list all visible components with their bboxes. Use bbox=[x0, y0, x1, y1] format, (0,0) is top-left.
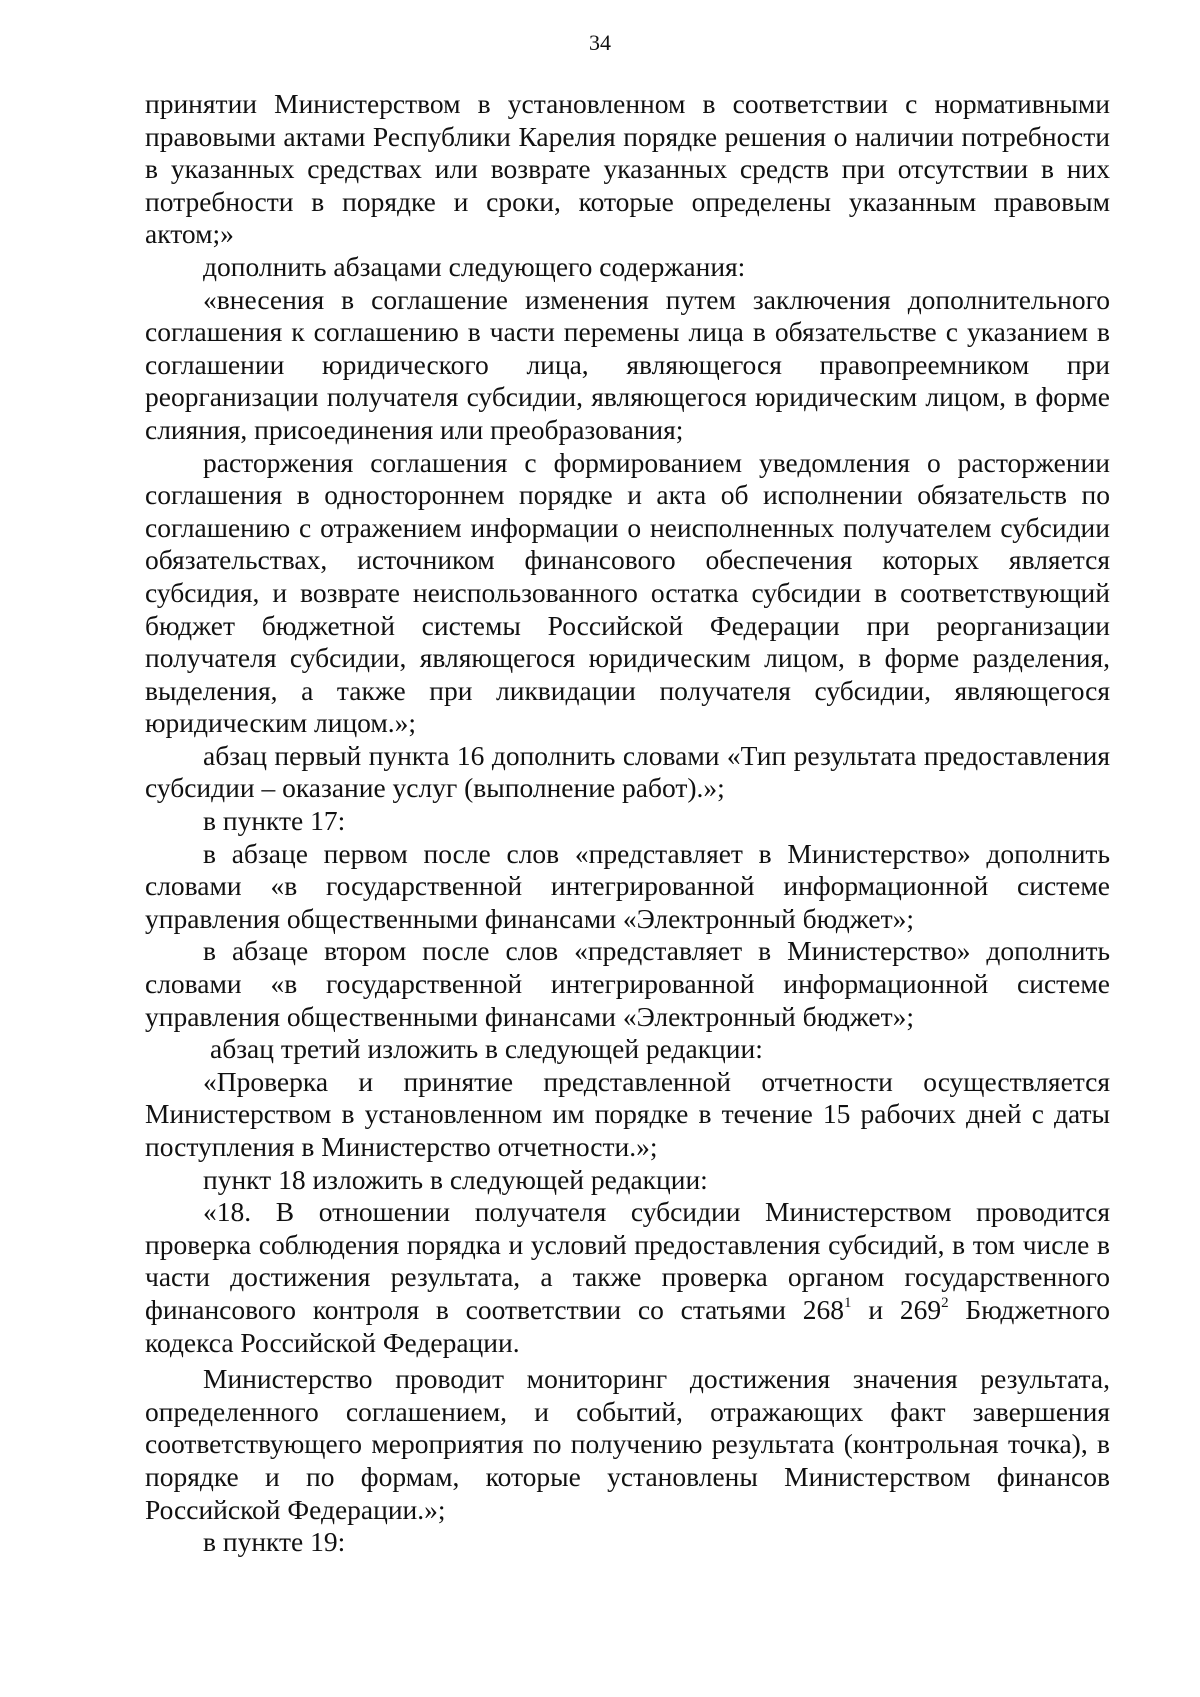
paragraph-agreement-change: «внесения в соглашение изменения путем заключения дополнительного соглашения к соглашению в части перемены лица в обязательстве с указанием в соглашении юридического лица, являющегося правопреемником при реорганизации получателя субсидии, являющегося юридическим лицом, в форме слияния, присоединения или преобразования; bbox=[145, 283, 1110, 445]
point-18-part-2: и 269 bbox=[851, 1293, 942, 1325]
page-number: 34 bbox=[589, 30, 611, 55]
paragraph-point-18-heading: пункт 18 изложить в следующей редакции: bbox=[203, 1163, 708, 1195]
paragraph-point-18-text bbox=[145, 1196, 1110, 1359]
article-superscript-2: 2 bbox=[941, 1294, 949, 1311]
point-18-part-1: «18. В отношении получателя субсидии Министерством проводится проверка соблюдения порядка и условий предоставления субсидий, в том числе в части достижения результата, а также проверка органом государственного финансового контроля в соответствии со статьями 268 bbox=[145, 1196, 1110, 1325]
document-body bbox=[145, 88, 1110, 1559]
paragraph-point-16: абзац первый пункта 16 дополнить словами «Тип результата предоставления субсидии – оказание услуг (выполнение работ).»; bbox=[145, 739, 1110, 804]
paragraph-point-19-heading: в пункте 19: bbox=[203, 1526, 346, 1558]
paragraph-point-17-first: в абзаце первом после слов «представляет в Министерство» дополнить словами «в государственной интегрированной информационной системе управления общественными финансами «Электронный бюджет»; bbox=[145, 837, 1110, 934]
paragraph-report-check: «Проверка и принятие представленной отчетности осуществляется Министерством в установленном им порядке в течение 15 рабочих дней с даты поступления в Министерство отчетности.»; bbox=[145, 1065, 1110, 1162]
paragraph-point-17-second: в абзаце втором после слов «представляет в Министерство» дополнить словами «в государственной интегрированной информационной системе управления общественными финансами «Электронный бюджет»; bbox=[145, 935, 1110, 1032]
paragraph-amend-intro: дополнить абзацами следующего содержания: bbox=[203, 250, 746, 282]
article-superscript-1: 1 bbox=[844, 1294, 852, 1311]
paragraph-agreement-termination: расторжения соглашения с формированием уведомления о расторжении соглашения в одностороннем порядке и акта об исполнении обязательств по соглашению с отражением информации о неисполненных получателем субсидии обязательствах, источником финансового обеспечения которых является субсидия, и возврате неиспользованного остатка субсидии в соответствующий бюджет бюджетной системы Российской Федерации при реорганизации получателя субсидии, являющегося юридическим лицом, в форме разделения, выделения, а также при ликвидации получателя субсидии, являющегося юридическим лицом.»; bbox=[145, 446, 1110, 739]
paragraph-continuation: принятии Министерством в установленном в соответствии с нормативными правовыми актами Республики Карелия порядке решения о наличии потребности в указанных средствах или возврате указанных средств при отсутствии в них потребности в порядке и сроки, которые определены указанным правовым актом;» bbox=[145, 88, 1110, 250]
paragraph-point-17-third: абзац третий изложить в следующей редакции: bbox=[210, 1033, 763, 1065]
point-18-part-3: Бюджетного кодекса Российской Федерации. bbox=[145, 1293, 1111, 1358]
paragraph-point-17-heading: в пункте 17: bbox=[203, 805, 346, 837]
paragraph-monitoring: Министерство проводит мониторинг достижения значения результата, определенного соглашением, и событий, отражающих факт завершения соответствующего мероприятия по получению результата (контрольная точка), в порядке и по формам, которые установлены Министерством финансов Российской Федерации.»; bbox=[145, 1363, 1110, 1525]
